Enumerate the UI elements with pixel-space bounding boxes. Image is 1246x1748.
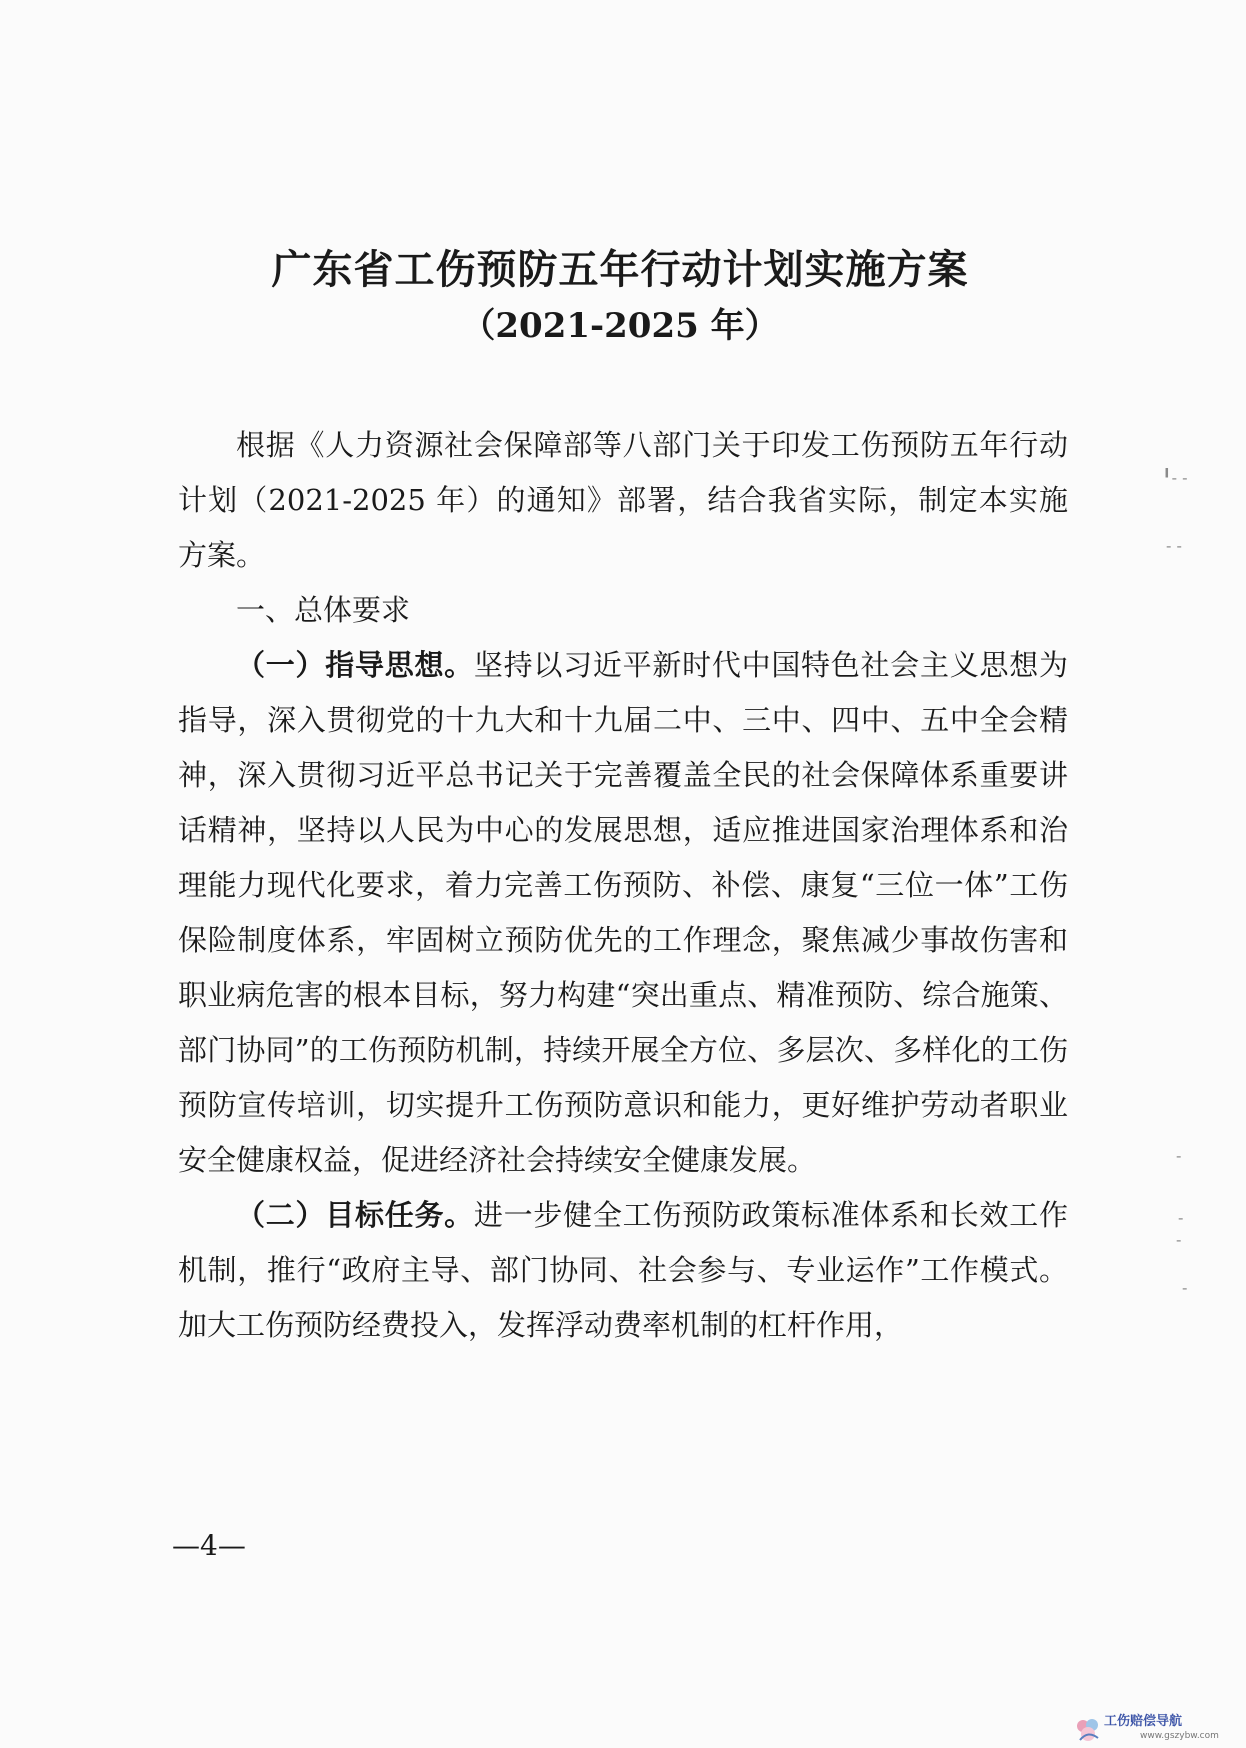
paragraph-text-guiding-ideology: 坚持以习近平新时代中国特色社会主义思想为指导，深入贯彻党的十九大和十九届二中、三中、四中、五中全会精神，深入贯彻习近平总书记关于完善覆盖全民的社会保障体系重要讲话精神，坚持以人民为中心的发展思想，适应推进国家治理体系和治理能力现代化要求，着力完善工伤预防、补偿、康复“三位一体”工伤保险制度体系，牢固树立预防优先的工作理念，聚焦减少事故伤害和职业病危害的根本目标，努力构建“突出重点、精准预防、综合施策、部门协同”的工伤预防机制，持续开展全方位、多层次、多样化的工伤预防宣传培训，切实提升工伤预防意识和能力，更好维护劳动者职业安全健康权益，促进经济社会持续安全健康发展。 [178, 648, 1068, 1177]
scan-speck: ╹‐ ‐ [1162, 468, 1188, 487]
document-subtitle: （2021-2025 年） [461, 306, 779, 346]
scan-speck: ‐ [1178, 1208, 1184, 1227]
scan-speck: ‐ [1176, 1230, 1182, 1249]
scan-speck: ‐ [1182, 1278, 1188, 1297]
paragraph-guiding-ideology [178, 638, 1068, 1188]
site-watermark [1074, 1714, 1244, 1744]
page-number: —4— [172, 1529, 246, 1562]
document-body [178, 418, 1068, 1353]
scan-speck: ‐ [1176, 1146, 1182, 1165]
intro-paragraph: 根据《人力资源社会保障部等八部门关于印发工伤预防五年行动计划（2021-2025 年）的通知》部署，结合我省实际，制定本实施方案。 [178, 428, 1068, 572]
watermark-logo-icon [1074, 1716, 1102, 1744]
paragraph-lead-target-tasks: （二）目标任务。 [236, 1198, 474, 1232]
paragraph-target-tasks [178, 1188, 1068, 1353]
document-title: 广东省工伤预防五年行动计划实施方案 [271, 246, 969, 293]
paragraph-text-target-tasks: 进一步健全工伤预防政策标准体系和长效工作机制，推行“政府主导、部门协同、社会参与、专业运作”工作模式。加大工伤预防经费投入，发挥浮动费率机制的杠杆作用， [178, 1198, 1068, 1342]
paragraph-lead-guiding-ideology: （一）指导思想。 [236, 648, 474, 682]
section-heading-general-requirements: 一、总体要求 [236, 593, 411, 627]
scan-speck: ‐ ‐ [1166, 536, 1182, 555]
watermark-site-name: 工伤赔偿导航 [1104, 1714, 1183, 1729]
watermark-site-url: www.gszybw.com [1140, 1731, 1219, 1741]
